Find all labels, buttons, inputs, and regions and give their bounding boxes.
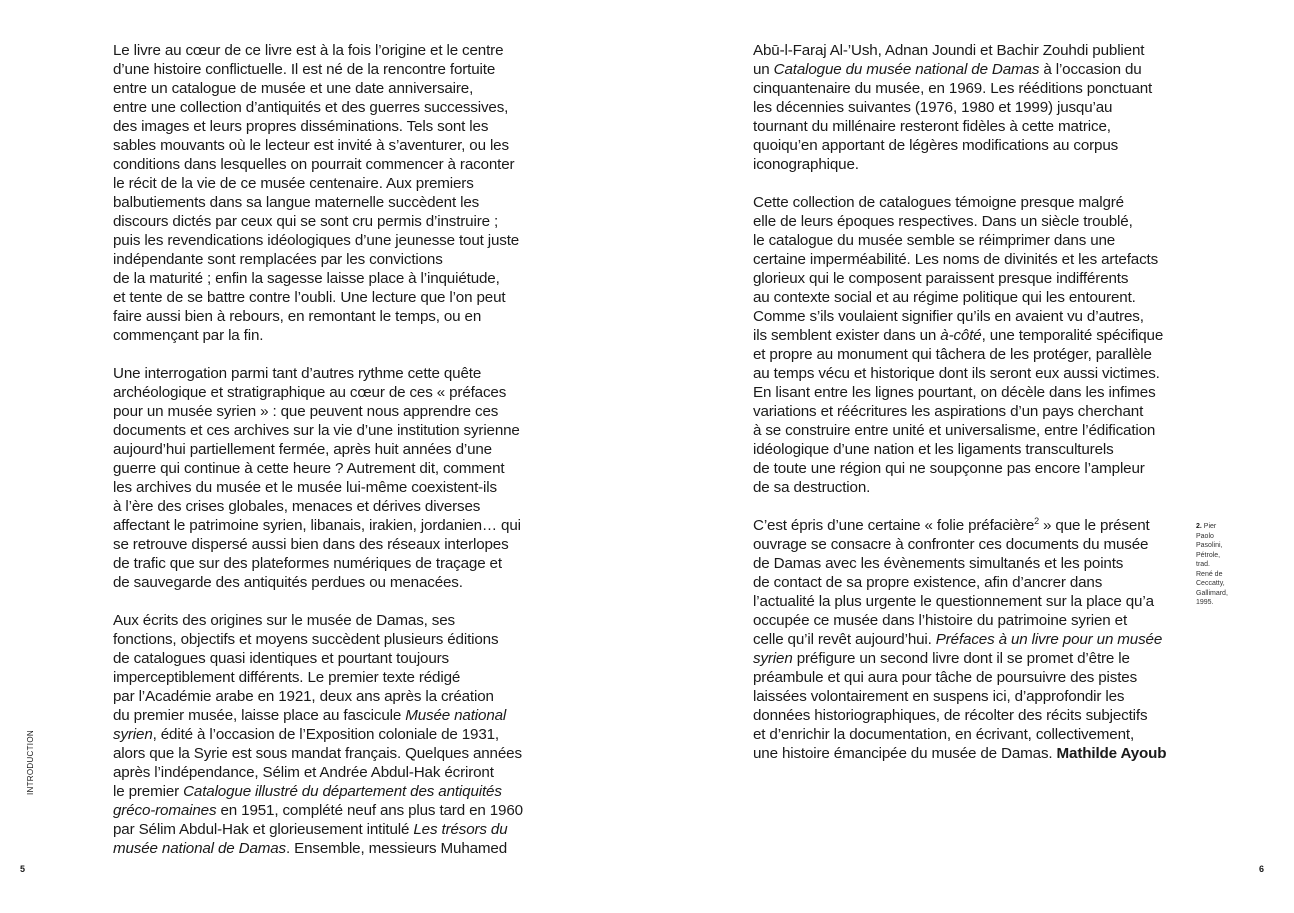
italic-title: Les trésors du bbox=[413, 821, 508, 838]
page-number-right: 6 bbox=[1259, 864, 1265, 874]
text-line: aujourd’hui partiellement fermée, après huit années d’une bbox=[113, 441, 492, 458]
text-line: de catalogues quasi identiques et pourtant toujours bbox=[113, 650, 449, 667]
text-line: de Damas avec les évènements simultanés et les points bbox=[753, 555, 1124, 572]
text-line: de trafic que sur des plateformes numériques de traçage et bbox=[113, 555, 502, 572]
italic-title: syrien bbox=[753, 650, 793, 667]
text-line: Comme s’ils voulaient signifier qu’ils en avaient vu d’autres, bbox=[753, 308, 1144, 325]
text-line: après l’indépendance, Sélim et Andrée Abdul-Hak écriront bbox=[113, 764, 494, 781]
left-paragraph-3 bbox=[113, 611, 553, 858]
text-line: se retrouve dispersé aussi bien dans des réseaux interlopes bbox=[113, 536, 509, 553]
text-line: idéologique d’une nation et les ligaments transculturels bbox=[753, 441, 1114, 458]
text-line: affectant le patrimoine syrien, libanais, irakien, jordanien… qui bbox=[113, 517, 521, 534]
text-line: entre une collection d’antiquités et des guerres successives, bbox=[113, 99, 509, 116]
text-line: le récit de la vie de ce musée centenaire. Aux premiers bbox=[113, 175, 474, 192]
text-line: Aux écrits des origines sur le musée de Damas, ses bbox=[113, 612, 455, 629]
italic-term: à-côté bbox=[940, 327, 982, 344]
text-line: de sauvegarde des antiquités perdues ou menacées. bbox=[113, 574, 463, 591]
text-line: iconographique. bbox=[753, 156, 859, 173]
text-line: indépendante sont remplacées par les convictions bbox=[113, 251, 443, 268]
text-line: balbutiements dans sa langue maternelle succèdent les bbox=[113, 194, 480, 211]
italic-title: Musée national bbox=[405, 707, 507, 724]
text-line: du premier musée, laisse place au fascicule Musée national bbox=[113, 707, 507, 724]
text-line: le premier Catalogue illustré du département des antiquités bbox=[113, 783, 502, 800]
left-paragraph-2 bbox=[113, 364, 553, 592]
text-line: faire aussi bien à rebours, en remontant le temps, ou en bbox=[113, 308, 482, 325]
text-line: l’actualité la plus urgente le questionnement sur la place qu’a bbox=[753, 593, 1154, 610]
text-line: les décennies suivantes (1976, 1980 et 1999) jusqu’au bbox=[753, 99, 1113, 116]
footnote-number: 2. bbox=[1196, 523, 1202, 530]
text-line: ouvrage se consacre à confronter ces documents du musée bbox=[753, 536, 1149, 553]
text-line: un Catalogue du musée national de Damas à l’occasion du bbox=[753, 61, 1142, 78]
text-line: imperceptiblement différents. Le premier texte rédigé bbox=[113, 669, 461, 686]
text-line: données historiographiques, de récolter des récits subjectifs bbox=[753, 707, 1148, 724]
text-line: commençant par la fin. bbox=[113, 327, 264, 344]
text-line: alors que la Syrie est sous mandat français. Quelques années bbox=[113, 745, 522, 762]
text-line: musée national de Damas. Ensemble, messieurs Muhamed bbox=[113, 840, 508, 857]
text-line: occupée ce musée dans l’histoire du patrimoine syrien et bbox=[753, 612, 1128, 629]
text-line: C’est épris d’une certaine « folie préfacière$^2$ » que le présent bbox=[753, 515, 1150, 534]
right-paragraph-1 bbox=[753, 41, 1193, 174]
text-line: fonctions, objectifs et moyens succèdent plusieurs éditions bbox=[113, 631, 499, 648]
text-line: Le livre au cœur de ce livre est à la fois l’origine et le centre bbox=[113, 42, 504, 59]
text-line: par l’Académie arabe en 1921, deux ans après la création bbox=[113, 688, 494, 705]
italic-title: gréco-romaines bbox=[113, 802, 217, 819]
right-paragraph-3 bbox=[753, 516, 1193, 763]
text-line: elle de leurs époques respectives. Dans un siècle troublé, bbox=[753, 213, 1133, 230]
text-line: au temps vécu et historique dont ils seront eux aussi victimes. bbox=[753, 365, 1160, 382]
text-line: de contact de sa propre existence, afin d’ancrer dans bbox=[753, 574, 1103, 591]
italic-title: syrien bbox=[113, 726, 153, 743]
text-line: guerre qui continue à cette heure ? Autrement dit, comment bbox=[113, 460, 505, 477]
text-line: glorieux qui le composent paraissent presque indifférents bbox=[753, 270, 1129, 287]
italic-title: Catalogue du musée national de Damas bbox=[773, 61, 1040, 78]
text-line: tournant du millénaire resteront fidèles à cette matrice, bbox=[753, 118, 1111, 135]
text-line: entre un catalogue de musée et une date anniversaire, bbox=[113, 80, 474, 97]
text-line: certaine imperméabilité. Les noms de divinités et les artefacts bbox=[753, 251, 1159, 268]
text-line: documents et ces archives sur la vie d’une institution syrienne bbox=[113, 422, 520, 439]
text-line: discours dictés par ceux qui se sont cru permis d’instruire ; bbox=[113, 213, 499, 230]
text-line: de la maturité ; enfin la sagesse laisse place à l’inquiétude, bbox=[113, 270, 500, 287]
text-line: de toute une région qui ne soupçonne pas encore l’ampleur bbox=[753, 460, 1145, 477]
text-line: cinquantenaire du musée, en 1969. Les rééditions ponctuant bbox=[753, 80, 1153, 97]
text-line: et d’enrichir la documentation, en écrivant, collectivement, bbox=[753, 726, 1135, 743]
text-line: des images et leurs propres disséminations. Tels sont les bbox=[113, 118, 489, 135]
text-line: syrien, édité à l’occasion de l’Exposition coloniale de 1931, bbox=[113, 726, 499, 743]
text-line: d’une histoire conflictuelle. Il est né de la rencontre fortuite bbox=[113, 61, 496, 78]
text-line: au contexte social et au régime politique qui les entourent. bbox=[753, 289, 1136, 306]
right-page-text-column bbox=[753, 41, 1193, 782]
text-line: et tente de se battre contre l’oubli. Une lecture que l’on peut bbox=[113, 289, 506, 306]
text-line: par Sélim Abdul-Hak et glorieusement intitulé Les trésors du bbox=[113, 821, 508, 838]
text-line: préambule et qui aura pour tâche de poursuivre des pistes bbox=[753, 669, 1138, 686]
text-line: et propre au monument qui tâchera de les protéger, parallèle bbox=[753, 346, 1152, 363]
text-line: de sa destruction. bbox=[753, 479, 871, 496]
text-line: laissées volontairement en suspens ici, d’approfondir les bbox=[753, 688, 1125, 705]
text-line: variations et réécritures les aspirations d’un pays cherchant bbox=[753, 403, 1144, 420]
text-line: une histoire émancipée du musée de Damas. Mathilde Ayoub bbox=[753, 745, 1167, 762]
section-label: INTRODUCTION bbox=[26, 730, 35, 795]
footnote-text: Pier Paolo Pasolini, Pétrole, trad. René de Ceccatty, Gallimard, 1995. bbox=[1196, 523, 1228, 606]
author-name: Mathilde Ayoub bbox=[1056, 745, 1167, 762]
italic-title: musée national de Damas bbox=[113, 840, 286, 857]
right-paragraph-2 bbox=[753, 193, 1193, 497]
text-line: sables mouvants où le lecteur est invité à s’aventurer, ou les bbox=[113, 137, 509, 154]
text-line: quoiqu’en apportant de légères modifications au corpus bbox=[753, 137, 1119, 154]
left-page-text-column bbox=[113, 41, 553, 877]
text-line: ils semblent exister dans un à-côté, une temporalité spécifique bbox=[753, 327, 1164, 344]
footnote-reference[interactable]: 2 bbox=[1034, 515, 1039, 526]
text-line: les archives du musée et le musée lui-même coexistent-ils bbox=[113, 479, 497, 496]
italic-title: Préfaces à un livre pour un musée bbox=[935, 631, 1163, 648]
text-line: conditions dans lesquelles on pourrait commencer à raconter bbox=[113, 156, 515, 173]
text-line: pour un musée syrien » : que peuvent nous apprendre ces bbox=[113, 403, 499, 420]
text-line: archéologique et stratigraphique au cœur de ces « préfaces bbox=[113, 384, 507, 401]
text-line: Une interrogation parmi tant d’autres rythme cette quête bbox=[113, 365, 482, 382]
page-number-left: 5 bbox=[20, 864, 26, 874]
text-line: Cette collection de catalogues témoigne presque malgré bbox=[753, 194, 1124, 211]
italic-title: Catalogue illustré du département des antiquités bbox=[183, 783, 502, 800]
text-line: à l’ère des crises globales, menaces et dérives diverses bbox=[113, 498, 481, 515]
text-line: puis les revendications idéologiques d’une jeunesse tout juste bbox=[113, 232, 520, 249]
text-line: le catalogue du musée semble se réimprimer dans une bbox=[753, 232, 1116, 249]
left-paragraph-1 bbox=[113, 41, 553, 345]
text-line: gréco-romaines en 1951, complété neuf ans plus tard en 1960 bbox=[113, 802, 523, 819]
text-line: syrien préfigure un second livre dont il se promet d’être le bbox=[753, 650, 1130, 667]
text-line: Abū-l-Faraj Al-’Ush, Adnan Joundi et Bachir Zouhdi publient bbox=[753, 42, 1145, 59]
text-line: à se construire entre unité et universalisme, entre l’édification bbox=[753, 422, 1156, 439]
text-line: En lisant entre les lignes pourtant, on décèle dans les infimes bbox=[753, 384, 1156, 401]
footnote-2 bbox=[1196, 522, 1240, 608]
text-line: celle qu’il revêt aujourd’hui. Préfaces à un livre pour un musée bbox=[753, 631, 1163, 648]
